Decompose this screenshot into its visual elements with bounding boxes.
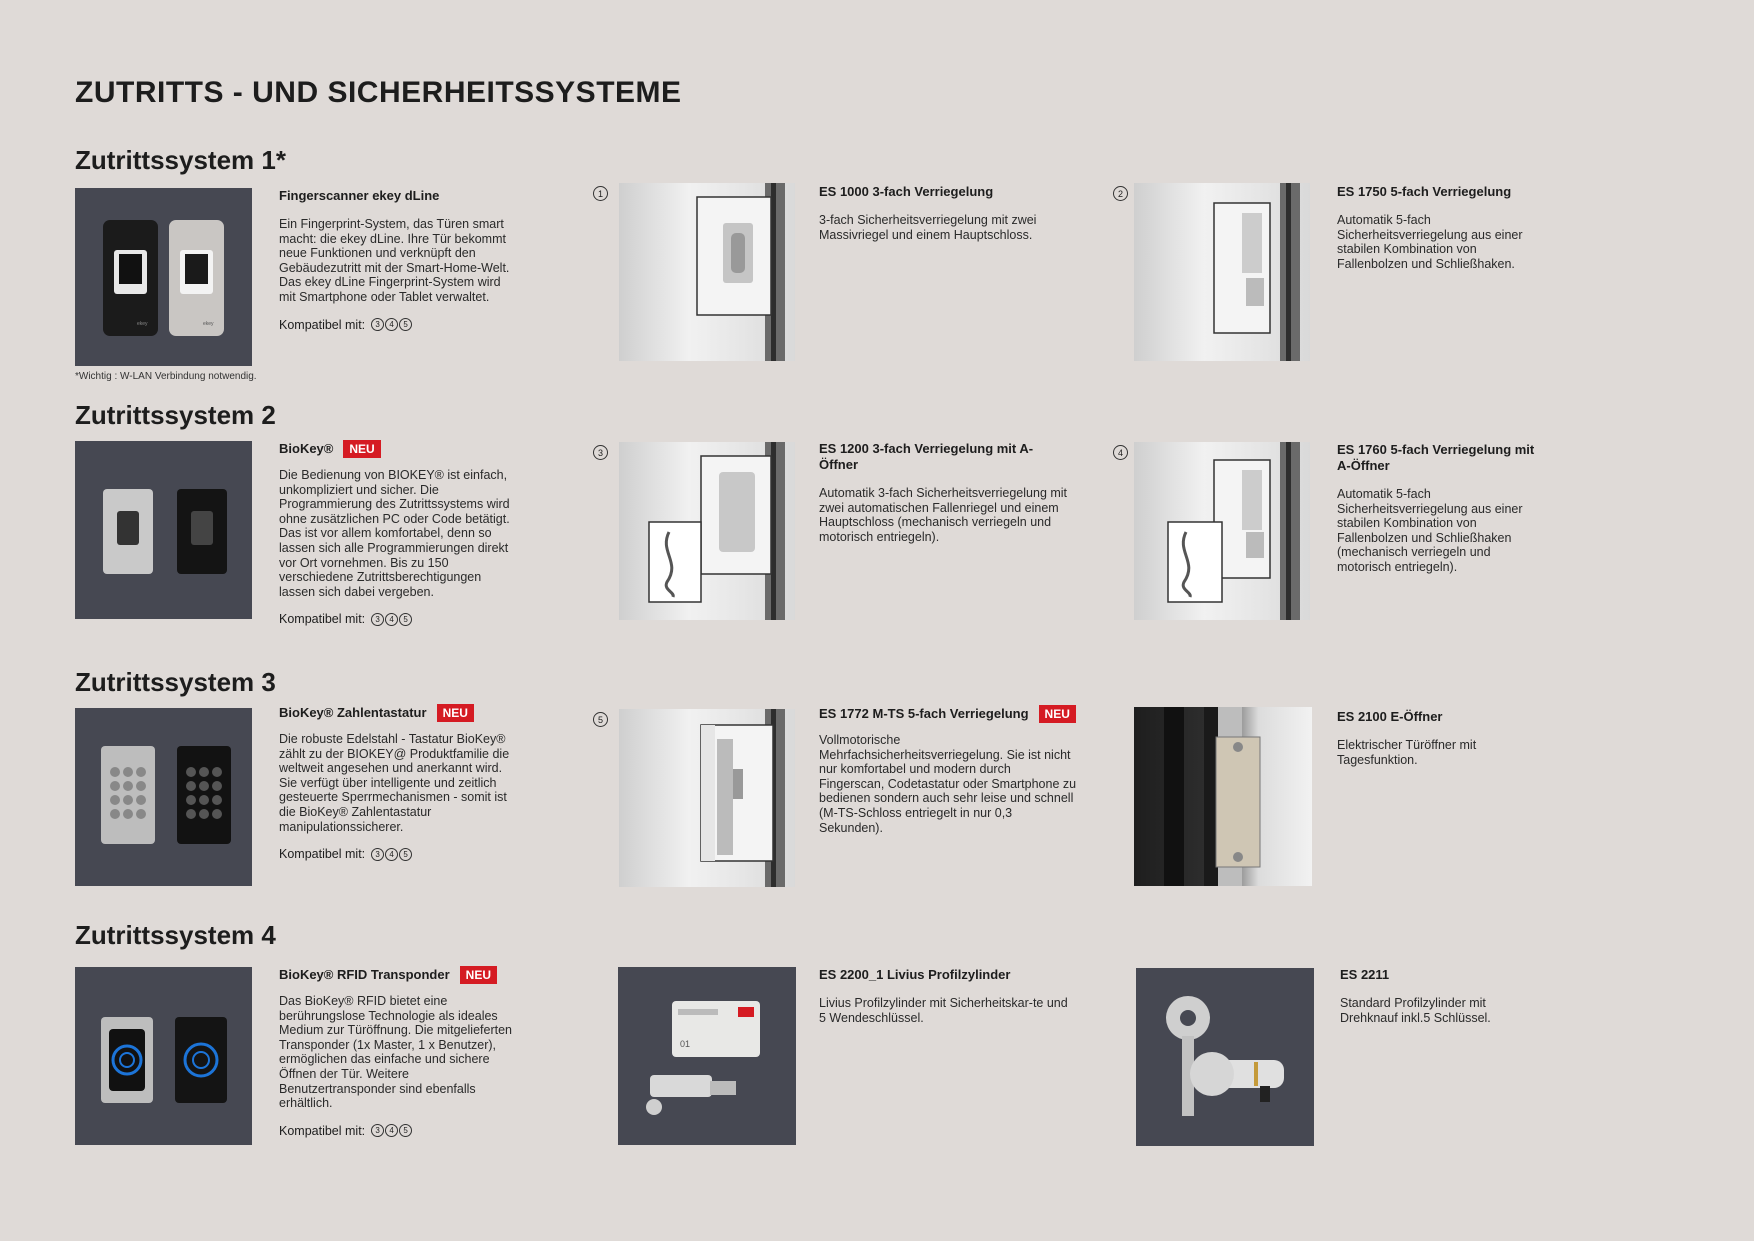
lock-desc: Automatik 5-fach Sicherheitsverriegelung aus einer stabilen Kombination von Fallenbolzen und Schließhaken (mechanisch verriegeln und motorisch entriegeln). bbox=[1337, 487, 1523, 574]
new-badge: NEU bbox=[343, 440, 380, 458]
lock-title: ES 1772 M-TS 5-fach Verriegelung bbox=[819, 706, 1029, 721]
compat-num: 3 bbox=[371, 1124, 384, 1137]
compat-label: Kompatibel mit: bbox=[279, 317, 366, 332]
card-number: 01 bbox=[680, 1039, 691, 1049]
compat-row bbox=[279, 1124, 524, 1138]
lock-number: 5 bbox=[593, 712, 608, 727]
lock-es1772-image bbox=[619, 709, 795, 887]
compat-num: 3 bbox=[371, 848, 384, 861]
lock-desc: Standard Profilzylinder mit Drehknauf inkl.5 Schlüssel. bbox=[1340, 996, 1491, 1025]
brand-text: ekey bbox=[137, 321, 148, 327]
compat-num: 4 bbox=[385, 848, 398, 861]
compat-row bbox=[279, 612, 519, 626]
product-desc: Die robuste Edelstahl - Tastatur BioKey® zählt zu der BIOKEY@ Produktfamilie die weltweit angesehen und anerkannt wird. Sie verfügt über intelligente und zeitlich gesteuerte Sperrmechanismen - somit ist die BioKey® Zahlentastatur manipulationssicherer. bbox=[279, 732, 510, 834]
lock-es2200-image bbox=[618, 967, 796, 1145]
lock-number: 1 bbox=[593, 186, 608, 201]
lock-es2211 bbox=[1340, 967, 1540, 1025]
biokey-keypad-image bbox=[75, 708, 252, 886]
lock-es1000-image bbox=[619, 183, 795, 361]
compat-num: 3 bbox=[371, 613, 384, 626]
product-title: BioKey® RFID Transponder bbox=[279, 967, 450, 982]
section-title-2: Zutrittssystem 2 bbox=[75, 400, 276, 430]
new-badge: NEU bbox=[437, 704, 474, 722]
compat-row bbox=[279, 318, 514, 332]
lock-desc: 3-fach Sicherheitsverriegelung mit zwei Massivriegel und einem Hauptschloss. bbox=[819, 213, 1037, 242]
product-title: BioKey® Zahlentastatur bbox=[279, 705, 427, 720]
lock-desc: Elektrischer Türöffner mit Tagesfunktion. bbox=[1337, 738, 1477, 767]
compat-num: 5 bbox=[399, 318, 412, 331]
lock-es1760 bbox=[1337, 442, 1547, 575]
lock-number: 3 bbox=[593, 445, 608, 460]
compat-num: 4 bbox=[385, 318, 398, 331]
lock-es2100-image bbox=[1134, 707, 1312, 886]
lock-title: ES 1200 3-fach Verriegelung mit A-Öffner bbox=[819, 441, 1034, 472]
lock-desc: Vollmotorische Mehrfachsicherheitsverriegelung. Sie ist nicht nur komfortabel und modern durch Fingerscan, Codetastatur oder Smartphone zu bedienen sondern auch sehr leise und schnell (M-TS-Schloss entriegelt in nur 0,3 Sekunden). bbox=[819, 733, 1077, 835]
product-biokey-rfid bbox=[279, 966, 524, 1138]
compat-label: Kompatibel mit: bbox=[279, 1123, 366, 1138]
compat-num: 3 bbox=[371, 318, 384, 331]
product-ekey bbox=[279, 188, 514, 332]
section-title-4: Zutrittssystem 4 bbox=[75, 920, 276, 950]
lock-title: ES 1760 5-fach Verriegelung mit A-Öffner bbox=[1337, 442, 1535, 473]
product-title: BioKey® bbox=[279, 441, 334, 456]
product-biokey bbox=[279, 440, 519, 626]
lock-desc: Automatik 5-fach Sicherheitsverriegelung aus einer stabilen Kombination von Fallenbolzen und Schließhaken. bbox=[1337, 213, 1523, 271]
lock-es1772 bbox=[819, 705, 1079, 835]
lock-es1200-image bbox=[619, 442, 795, 620]
lock-title: ES 1750 5-fach Verriegelung bbox=[1337, 184, 1512, 199]
section-title-3: Zutrittssystem 3 bbox=[75, 667, 276, 697]
lock-desc: Livius Profilzylinder mit Sicherheitskar-te und 5 Wendeschlüssel. bbox=[819, 996, 1068, 1025]
product-desc: Die Bedienung von BIOKEY® ist einfach, unkompliziert und sicher. Die Programmierung des Zutrittssystems wird ohne zusätzlichen PC oder Code betätigt. Das ist vor allem komfortabel, denn so lassen sich alle Programmierungen direkt vor Ort vornehmen. Bis zu 150 verschiedene Zutrittsberechtigungen lassen sich dabei vergeben. bbox=[279, 468, 510, 599]
lock-es2100 bbox=[1337, 709, 1537, 767]
product-desc: Das BioKey® RFID bietet eine berührungslose Technologie als ideales Medium zur Türöffnung. Die mitgelieferten Transponder (1x Master, 1 x Benutzer), ermöglichen das einfache und sichere Öffnen der Tür. Weitere Benutzertransponder sind ebenfalls erhältlich. bbox=[279, 994, 512, 1111]
compat-num: 5 bbox=[399, 848, 412, 861]
lock-title: ES 1000 3-fach Verriegelung bbox=[819, 184, 994, 199]
wlan-note: *Wichtig : W-LAN Verbindung notwendig. bbox=[75, 371, 257, 382]
product-desc: Ein Fingerprint-System, das Türen smart macht: die ekey dLine. Ihre Tür bekommt neue Funktionen und verknüpft den Gebäudezutritt mit der Smart-Home-Welt. Das ekey dLine Fingerprint-System wird mit Smartphone oder Tablet verwaltet. bbox=[279, 217, 510, 304]
lock-es1000 bbox=[819, 184, 1069, 242]
lock-es1200 bbox=[819, 441, 1069, 544]
page-title: ZUTRITTS - UND SICHERHEITSSYSTEME bbox=[75, 76, 682, 109]
lock-es1750 bbox=[1337, 184, 1537, 271]
lock-es1760-image bbox=[1134, 442, 1310, 620]
compat-row bbox=[279, 847, 519, 861]
compat-label: Kompatibel mit: bbox=[279, 612, 366, 627]
compat-num: 4 bbox=[385, 1124, 398, 1137]
new-badge: NEU bbox=[1039, 705, 1076, 723]
lock-title: ES 2200_1 Livius Profilzylinder bbox=[819, 967, 1011, 982]
lock-number: 4 bbox=[1113, 445, 1128, 460]
biokey-rfid-image bbox=[75, 967, 252, 1145]
product-title: Fingerscanner ekey dLine bbox=[279, 188, 440, 203]
compat-num: 5 bbox=[399, 1124, 412, 1137]
lock-es2200 bbox=[819, 967, 1069, 1025]
brand-text: ekey bbox=[203, 321, 214, 327]
lock-title: ES 2211 bbox=[1340, 967, 1390, 982]
lock-number: 2 bbox=[1113, 186, 1128, 201]
lock-es1750-image bbox=[1134, 183, 1310, 361]
compat-num: 5 bbox=[399, 613, 412, 626]
lock-desc: Automatik 3-fach Sicherheitsverriegelung mit zwei automatischen Fallenriegel und einem Hauptschloss (mechanisch verriegeln und motorisch entriegeln). bbox=[819, 486, 1068, 544]
compat-label: Kompatibel mit: bbox=[279, 847, 366, 862]
new-badge: NEU bbox=[460, 966, 497, 984]
compat-num: 4 bbox=[385, 613, 398, 626]
lock-es2211-image bbox=[1136, 968, 1314, 1146]
ekey-dline-image bbox=[75, 188, 252, 366]
lock-title: ES 2100 E-Öffner bbox=[1337, 709, 1443, 724]
biokey-image bbox=[75, 441, 252, 619]
section-title-1: Zutrittssystem 1* bbox=[75, 145, 286, 175]
product-biokey-keypad bbox=[279, 704, 519, 861]
